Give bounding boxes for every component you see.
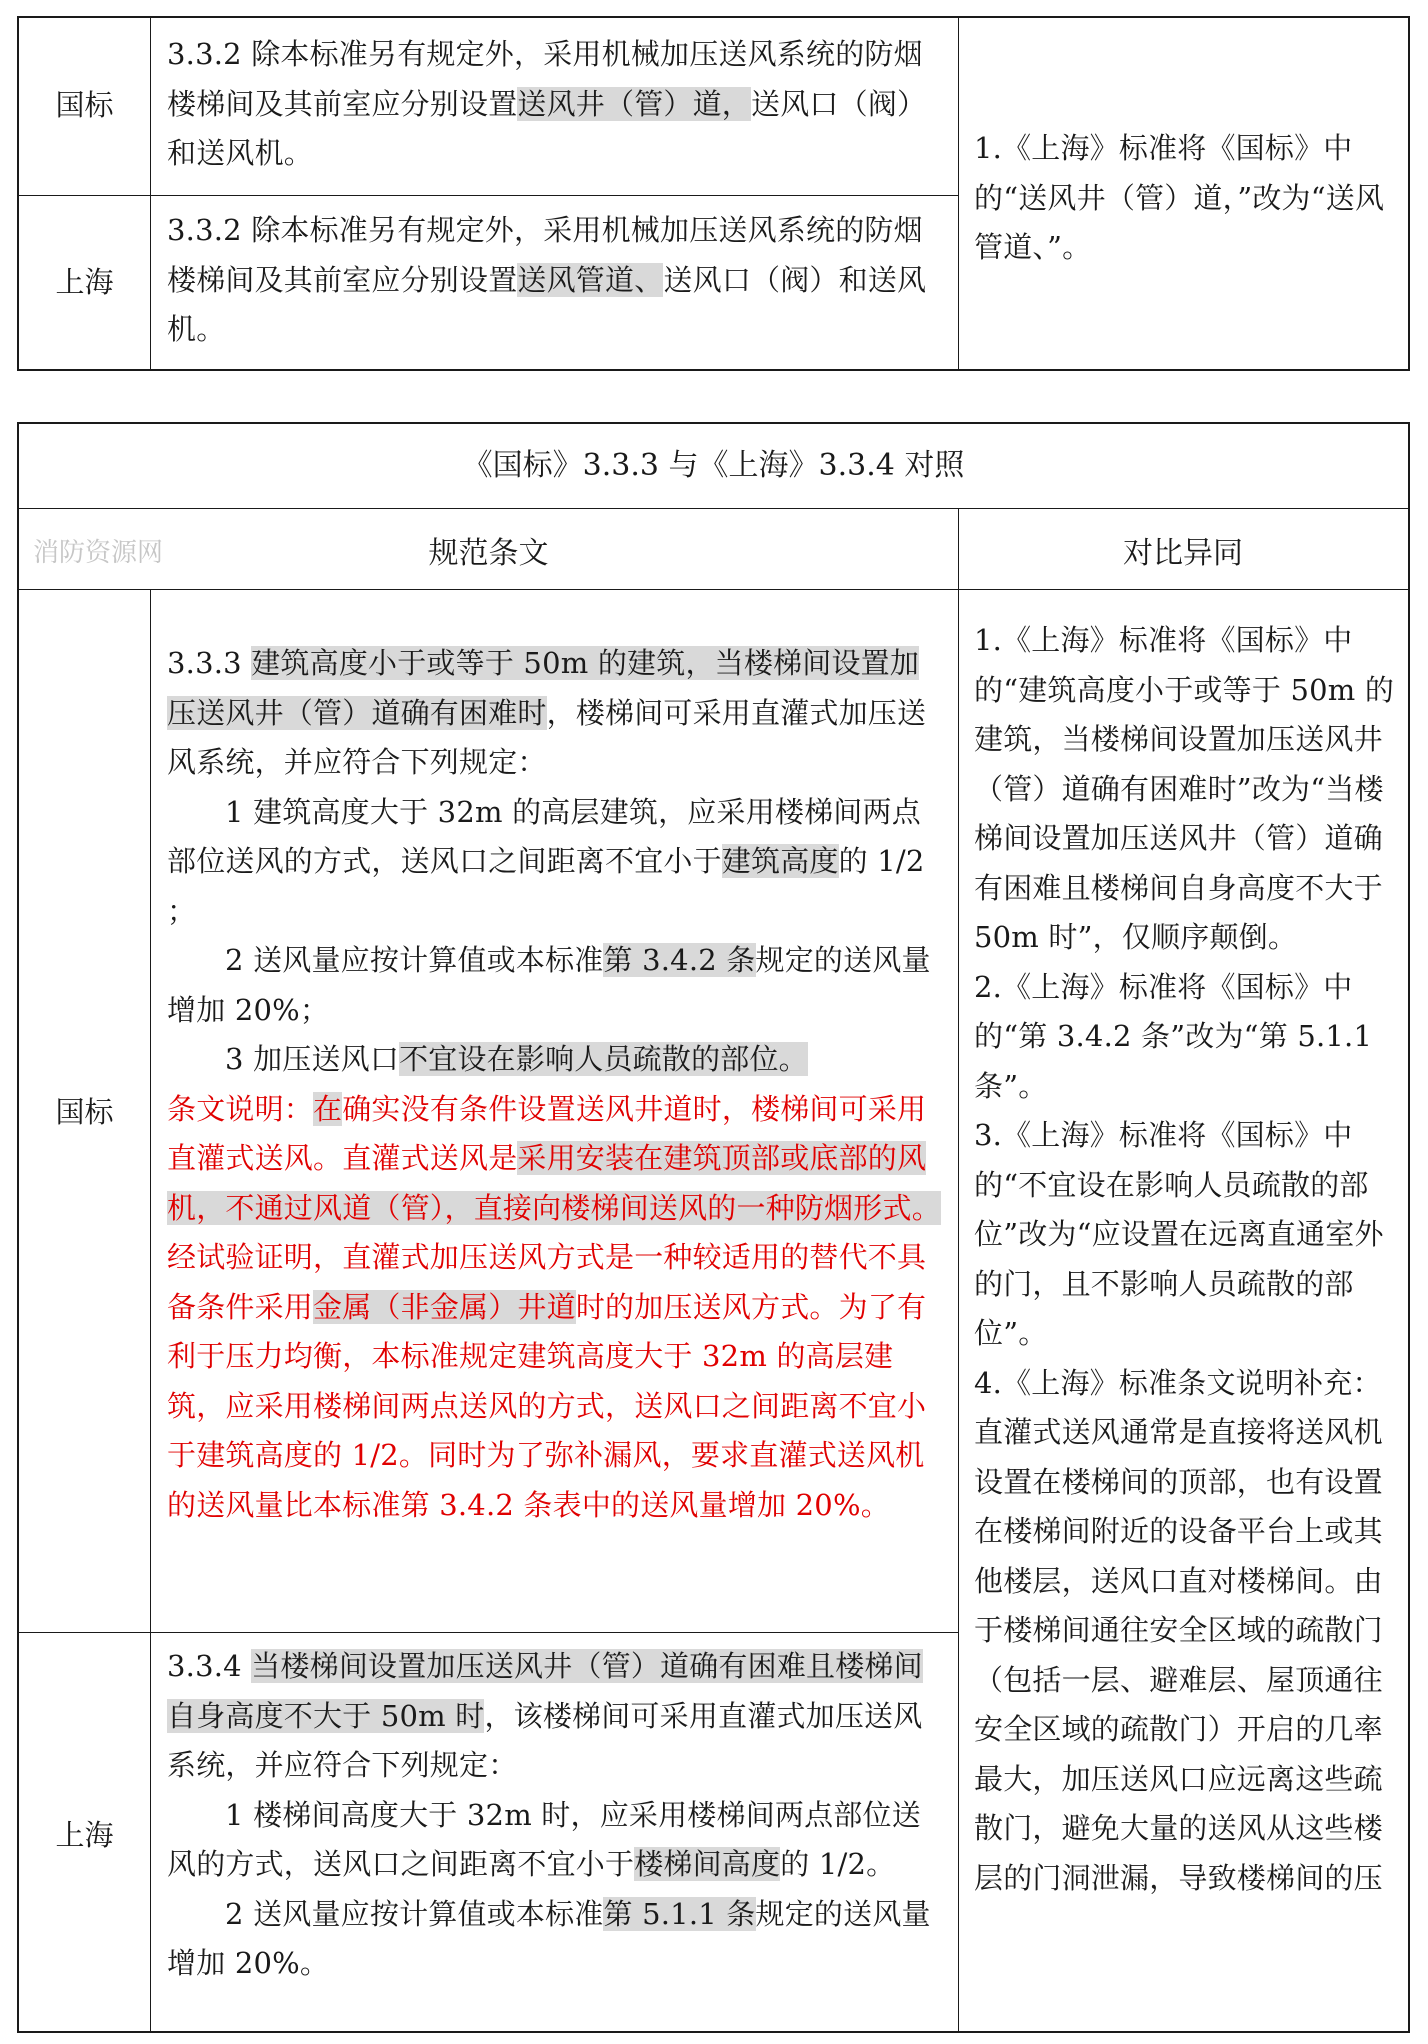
clause-guobiao-3-3-3 — [167, 639, 947, 1530]
row-label-shanghai: 上海 — [55, 265, 114, 299]
row-divider — [19, 1632, 958, 1633]
clause-intro: 3.3.4 当楼梯间设置加压送风井（管）道确有困难且楼梯间自身高度不大于 50m 时，该楼梯间可采用直灌式加压送风系统，并应符合下列规定： — [167, 1649, 923, 1782]
row-label-guobiao: 国标 — [55, 88, 114, 122]
clause-explanation: 条文说明：在确实没有条件设置送风井道时，楼梯间可采用直灌式送风。直灌式送风是采用安装在建筑顶部或底部的风机，不通过风道（管），直接向楼梯间送风的一种防烟形式。经试验证明，直灌式加压送风方式是一种较适用的替代不具备条件采用金属（非金属）井道时的加压送风方式。为了有利于压力均衡，本标准规定建筑高度大于 32m 的高层建筑，应采用楼梯间两点送风的方式，送风口之间距离不宜小于建筑高度的 1/2。同时为了弥补漏风，要求直灌式送风机的送风量比本标准第 3.4.2 条表中的送风量增加 20%。 — [167, 1091, 941, 1522]
clause-item-2: 2 送风量应按计算值或本标准第 5.1.1 条规定的送风量增加 20%。 — [167, 1896, 931, 1980]
table-title: 《国标》3.3.3 与《上海》3.3.4 对照 — [462, 448, 965, 483]
clause-item-1: 1 建筑高度大于 32m 的高层建筑，应采用楼梯间两点部位送风的方式，送风口之间距离不宜小于建筑高度的 1/2 ； — [167, 794, 925, 928]
row-divider — [19, 589, 1408, 590]
column-divider — [150, 18, 151, 369]
row-label-shanghai: 上海 — [55, 1818, 114, 1852]
comparison-item-3: 3.《上海》标准将《国标》中的“不宜设在影响人员疏散的部位”改为“应设置在远离直通室外的门，且不影响人员疏散的部位”。 — [974, 1118, 1384, 1350]
comparison-item-1: 1.《上海》标准将《国标》中的“建筑高度小于或等于 50m 的建筑，当楼梯间设置加压送风井（管）道确有困难时”改为“当楼梯间设置加压送风井（管）道确有困难且楼梯间自身高度不大于 50m 时”，仅顺序颠倒。 — [974, 623, 1395, 954]
clause-item-3: 3 加压送风口不宜设在影响人员疏散的部位。 — [225, 1042, 808, 1076]
clause-intro: 3.3.3 建筑高度小于或等于 50m 的建筑，当楼梯间设置加压送风井（管）道确有困难时，楼梯间可采用直灌式加压送风系统，并应符合下列规定： — [167, 646, 927, 779]
row-divider — [19, 195, 958, 196]
comparison-table-3-3-2 — [17, 16, 1410, 371]
clause-guobiao-3-3-2: 3.3.2 除本标准另有规定外，采用机械加压送风系统的防烟楼梯间及其前室应分别设置送风井（管）道，送风口（阀）和送风机。 — [167, 37, 927, 170]
column-divider — [958, 18, 959, 369]
column-divider — [958, 508, 959, 2031]
row-divider — [19, 508, 1408, 509]
clause-item-2: 2 送风量应按计算值或本标准第 3.4.2 条规定的送风量增加 20%； — [167, 943, 931, 1027]
row-label-guobiao: 国标 — [55, 1095, 114, 1129]
comparison-table-3-3-3 — [17, 422, 1410, 2033]
column-divider — [150, 589, 151, 2031]
watermark: 消防资源网 — [33, 538, 164, 568]
clause-item-1: 1 楼梯间高度大于 32m 时，应采用楼梯间两点部位送风的方式，送风口之间距离不宜小于楼梯间高度的 1/2。 — [167, 1797, 921, 1881]
clause-shanghai-3-3-4 — [167, 1642, 947, 1989]
comparison-item-2: 2.《上海》标准将《国标》中的“第 3.4.2 条”改为“第 5.1.1 条”。 — [974, 969, 1373, 1103]
comparison-note-3-3-2: 1.《上海》标准将《国标》中的“送风井（管）道，”改为“送风管道、”。 — [974, 131, 1385, 264]
header-comparison: 对比异同 — [1123, 536, 1243, 571]
clause-shanghai-3-3-2: 3.3.2 除本标准另有规定外，采用机械加压送风系统的防烟楼梯间及其前室应分别设置送风管道、送风口（阀）和送风机。 — [167, 213, 927, 346]
comparison-item-4: 4.《上海》标准条文说明补充：直灌式送风通常是直接将送风机设置在楼梯间的顶部，也有设置在楼梯间附近的设备平台上或其他楼层，送风口直对楼梯间。由于楼梯间通往安全区域的疏散门（包括一层、避难层、屋顶通往安全区域的疏散门）开启的几率最大，加压送风口应远离这些疏散门，避免大量的送风从这些楼层的门洞泄漏，导致楼梯间的压 — [974, 1365, 1383, 1895]
comparison-notes-3-3-3 — [974, 616, 1399, 1903]
header-rule-text: 规范条文 — [428, 536, 549, 571]
